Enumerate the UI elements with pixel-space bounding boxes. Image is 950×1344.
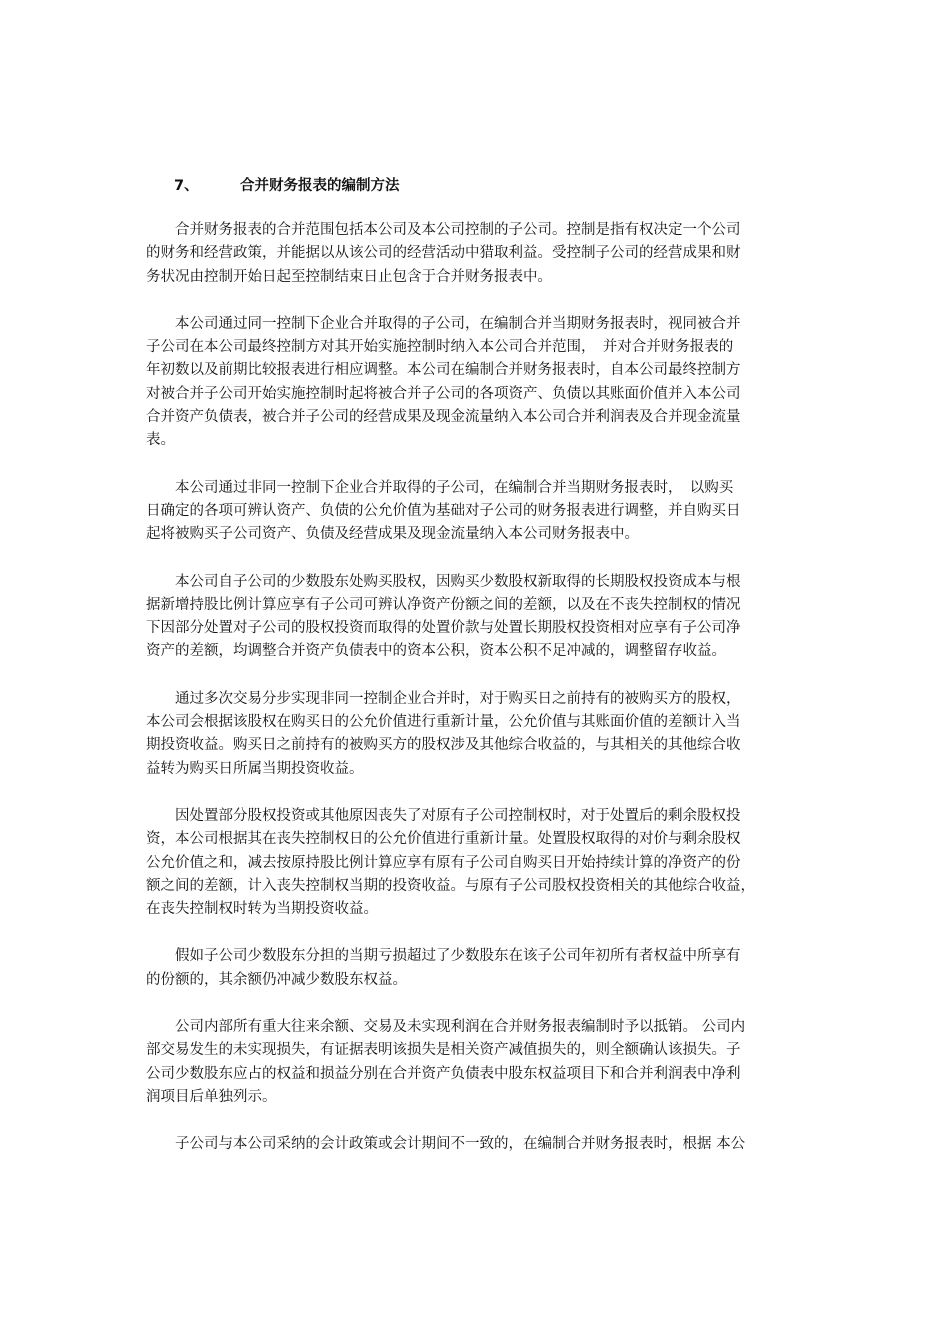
paragraph: [146, 805, 842, 921]
paragraph-line: 下因部分处置对子公司的股权投资而取得的处置价款与处置长期股权投资相对应享有子公司净: [146, 620, 741, 637]
paragraph: [146, 477, 842, 547]
paragraph-line: 期投资收益。购买日之前持有的被购买方的股权涉及其他综合收益的，与其相关的其他综合收: [146, 737, 741, 754]
paragraph-line: 假如子公司少数股东分担的当期亏损超过了少数股东在该子公司年初所有者权益中所享有: [175, 948, 741, 965]
paragraph: [146, 219, 842, 289]
paragraph-line: 益转为购买日所属当期投资收益。: [146, 760, 364, 777]
paragraph-line: 本公司通过非同一控制下企业合并取得的子公司，在编制合并当期财务报表时， 以购买: [175, 479, 734, 496]
paragraph-line: 起将被购买子公司资产、负债及经营成果及现金流量纳入本公司财务报表中。: [146, 526, 639, 543]
paragraph-line: 额之间的差额，计入丧失控制权当期的投资收益。与原有子公司股权投资相关的其他综合收益，: [146, 877, 755, 894]
paragraph: [146, 1133, 842, 1156]
paragraph-line: 通过多次交易分步实现非同一控制企业合并时，对于购买日之前持有的被购买方的股权，: [175, 690, 741, 707]
paragraph-line: 子公司与本公司采纳的会计政策或会计期间不一致的，在编制合并财务报表时，根据 本公: [175, 1136, 746, 1153]
paragraph-line: 子公司在本公司最终控制方对其开始实施控制时纳入本公司合并范围， 并对合并财务报表的: [146, 339, 734, 356]
paragraph-line: 本公司自子公司的少数股东处购买股权，因购买少数股权新取得的长期股权投资成本与根: [175, 573, 741, 590]
paragraph: [146, 571, 842, 664]
paragraph-line: 的份额的，其余额仍冲减少数股东权益。: [146, 971, 407, 988]
paragraph-line: 日确定的各项可辨认资产、负债的公允价值为基础对子公司的财务报表进行调整，并自购买日: [146, 502, 741, 519]
paragraph-line: 公司少数股东应占的权益和损益分别在合并资产负债表中股东权益项目下和合并利润表中净利: [146, 1065, 741, 1082]
paragraph-line: 的财务和经营政策，并能据以从该公司的经营活动中猎取利益。受控制子公司的经营成果和财: [146, 245, 741, 262]
section-number: 7、: [174, 178, 199, 194]
paragraph-line: 表。: [146, 432, 175, 449]
paragraph-line: 因处置部分股权投资或其他原因丧失了对原有子公司控制权时，对于处置后的剩余股权投: [175, 807, 741, 824]
paragraph-line: 公允价值之和，减去按原持股比例计算应享有原有子公司自购买日开始持续计算的净资产的份: [146, 854, 741, 871]
paragraph-line: 本公司会根据该股权在购买日的公允价值进行重新计量，公允价值与其账面价值的差额计入当: [146, 714, 741, 731]
paragraph-line: 资，本公司根据其在丧失控制权日的公允价值进行重新计量。处置股权取得的对价与剩余股权: [146, 831, 741, 848]
paragraph: [146, 313, 842, 453]
document-body: [146, 219, 842, 1181]
paragraph-line: 对被合并子公司开始实施控制时起将被合并子公司的各项资产、负债以其账面价值并入本公司: [146, 385, 741, 402]
paragraph: [146, 688, 842, 781]
paragraph-line: 年初数以及前期比较报表进行相应调整。本公司在编制合并财务报表时，自本公司最终控制方: [146, 362, 741, 379]
section-heading: [174, 176, 400, 196]
paragraph-line: 据新增持股比例计算应享有子公司可辨认净资产份额之间的差额，以及在不丧失控制权的情况: [146, 596, 741, 613]
paragraph-line: 部交易发生的未实现损失，有证据表明该损失是相关资产减值损失的，则全额确认该损失。子: [146, 1042, 741, 1059]
paragraph: [146, 945, 842, 992]
paragraph-line: 本公司通过同一控制下企业合并取得的子公司，在编制合并当期财务报表时，视同被合并: [175, 315, 741, 332]
paragraph: [146, 1016, 842, 1109]
paragraph-line: 公司内部所有重大往来余额、交易及未实现利润在合并财务报表编制时予以抵销。 公司内: [175, 1019, 746, 1036]
paragraph-line: 务状况由控制开始日起至控制结束日止包含于合并财务报表中。: [146, 268, 552, 285]
section-title: 合并财务报表的编制方法: [240, 178, 400, 194]
paragraph-line: 合并资产负债表，被合并子公司的经营成果及现金流量纳入本公司合并利润表及合并现金流量: [146, 409, 741, 426]
paragraph-line: 资产的差额，均调整合并资产负债表中的资本公积，资本公积不足冲减的，调整留存收益。: [146, 643, 726, 660]
paragraph-line: 在丧失控制权时转为当期投资收益。: [146, 901, 378, 918]
paragraph-line: 合并财务报表的合并范围包括本公司及本公司控制的子公司。控制是指有权决定一个公司: [175, 222, 741, 238]
paragraph-line: 润项目后单独列示。: [146, 1088, 277, 1105]
